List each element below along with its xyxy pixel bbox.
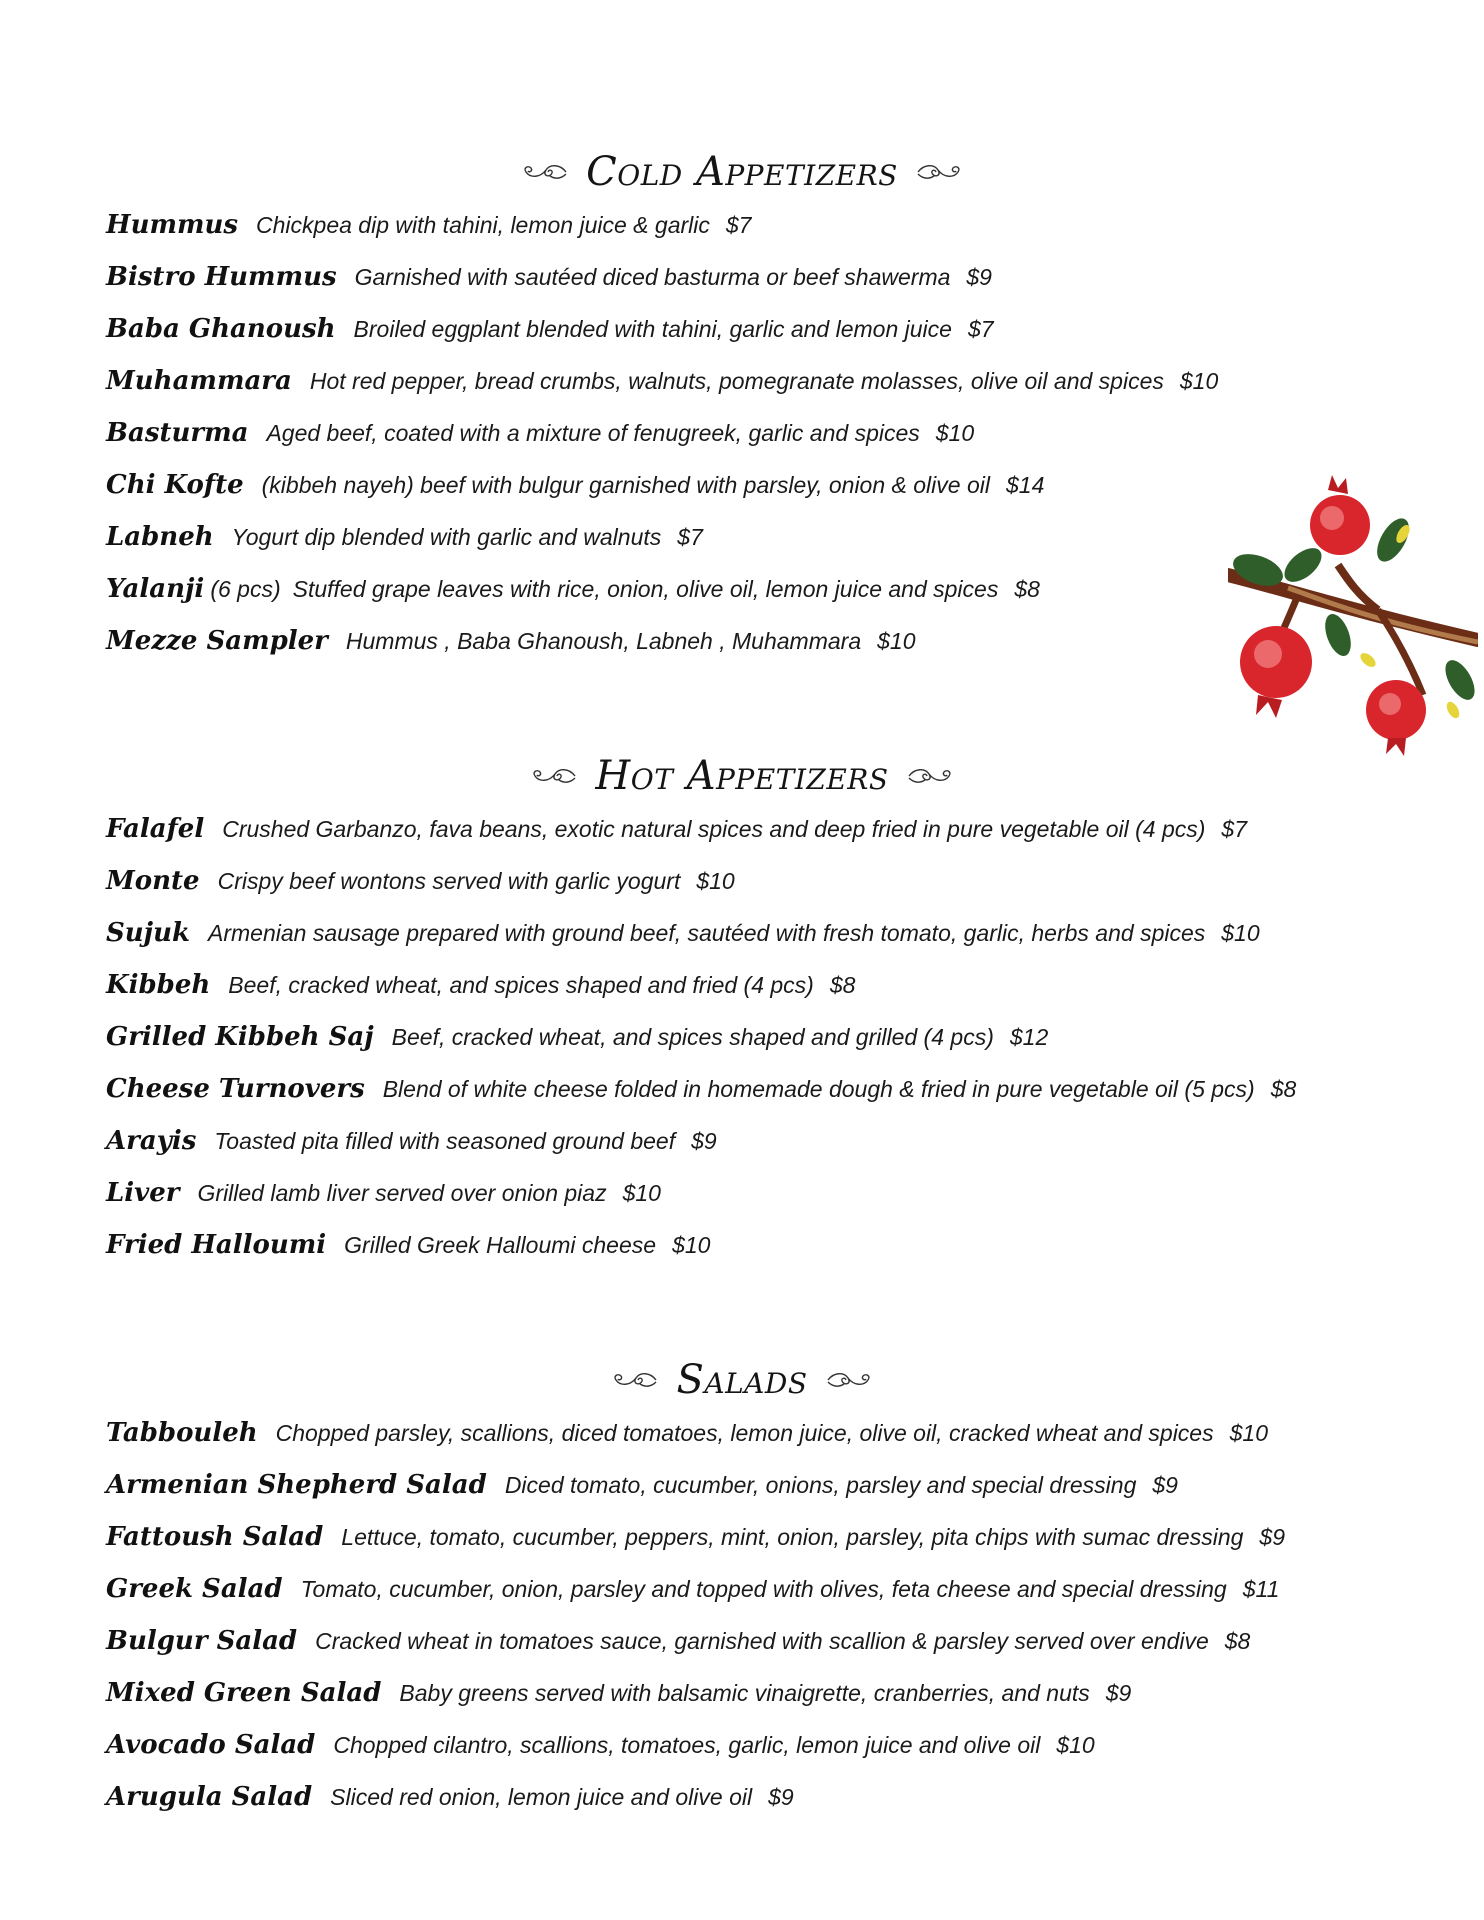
- menu-item: [106, 970, 1406, 1010]
- item-description: (kibbeh nayeh) beef with bulgur garnished with parsley, onion & olive oil: [261, 472, 990, 498]
- item-price: $10: [1221, 920, 1260, 946]
- menu-item: [106, 418, 1406, 458]
- section-header: [0, 1350, 1484, 1410]
- flourish-right-icon: [826, 1368, 874, 1392]
- item-description: Grilled Greek Halloumi cheese: [344, 1232, 657, 1258]
- item-name: Falafel: [106, 814, 205, 844]
- item-name: Liver: [106, 1178, 180, 1208]
- item-description: Diced tomato, cucumber, onions, parsley and special dressing: [504, 1472, 1137, 1498]
- menu-item: [106, 314, 1406, 354]
- item-name: Bistro Hummus: [106, 262, 337, 292]
- flourish-left-icon: [529, 764, 577, 788]
- flourish-right-icon: [916, 160, 964, 184]
- item-name: Armenian Shepherd Salad: [106, 1470, 487, 1500]
- item-price: $8: [1224, 1628, 1251, 1654]
- item-name: Yalanji: [106, 574, 205, 604]
- item-description: Yogurt dip blended with garlic and walnuts: [231, 524, 662, 550]
- item-name: Bulgur Salad: [106, 1626, 298, 1656]
- item-price: $10: [877, 628, 916, 654]
- item-price: $10: [622, 1180, 661, 1206]
- item-price: $7: [725, 212, 752, 238]
- item-price: $7: [967, 316, 994, 342]
- menu-item: [106, 1126, 1406, 1166]
- item-description: Blend of white cheese folded in homemade dough & fried in pure vegetable oil (5 pcs): [382, 1076, 1255, 1102]
- menu-item: [106, 1470, 1406, 1510]
- menu-item: [106, 574, 1406, 614]
- menu-item: [106, 1782, 1406, 1822]
- item-description: Grilled lamb liver served over onion piaz: [197, 1180, 607, 1206]
- menu-item: [106, 1574, 1406, 1614]
- section-header: [0, 142, 1484, 202]
- item-price: $10: [1179, 368, 1219, 394]
- menu-item: [106, 1418, 1406, 1458]
- item-description: Garnished with sautéed diced basturma or beef shawerma: [354, 264, 951, 290]
- menu-item: [106, 1230, 1406, 1270]
- menu-item: [106, 866, 1406, 906]
- item-name: Hummus: [106, 210, 239, 240]
- item-description: Crispy beef wontons served with garlic yogurt: [217, 868, 681, 894]
- menu-item: [106, 366, 1406, 406]
- section-header: [0, 746, 1484, 806]
- menu-item: [106, 814, 1406, 854]
- item-price: $9: [1152, 1472, 1178, 1498]
- item-name: Fattoush Salad: [106, 1522, 324, 1552]
- item-name: Grilled Kibbeh Saj: [106, 1022, 374, 1052]
- item-name: Chi Kofte: [106, 470, 244, 500]
- item-description: Baby greens served with balsamic vinaigrette, cranberries, and nuts: [399, 1680, 1090, 1706]
- item-name: Avocado Salad: [106, 1730, 316, 1760]
- item-price: $12: [1009, 1024, 1049, 1050]
- item-description: Sliced red onion, lemon juice and olive oil: [330, 1784, 753, 1810]
- pomegranate-branch-icon: [1228, 470, 1478, 760]
- item-name: Tabbouleh: [106, 1418, 258, 1448]
- item-description: Toasted pita filled with seasoned ground beef: [214, 1128, 676, 1154]
- item-price: $9: [1105, 1680, 1132, 1706]
- item-description: Cracked wheat in tomatoes sauce, garnished with scallion & parsley served over endive: [315, 1628, 1209, 1654]
- menu-item: [106, 1522, 1406, 1562]
- item-name: Labneh: [106, 522, 214, 552]
- item-name: Greek Salad: [106, 1574, 283, 1604]
- item-name: Mezze Sampler: [106, 626, 328, 656]
- item-name: Kibbeh: [106, 970, 211, 1000]
- item-name: Fried Halloumi: [106, 1230, 327, 1260]
- item-price: $10: [696, 868, 735, 894]
- item-price: $9: [768, 1784, 794, 1810]
- item-description: Chopped cilantro, scallions, tomatoes, garlic, lemon juice and olive oil: [333, 1732, 1041, 1758]
- flourish-right-icon: [907, 764, 955, 788]
- item-description: Broiled eggplant blended with tahini, garlic and lemon juice: [353, 316, 952, 342]
- menu-item: [106, 522, 1406, 562]
- menu-item: [106, 470, 1406, 510]
- menu-item: [106, 1626, 1406, 1666]
- item-price: $9: [1259, 1524, 1286, 1550]
- item-name: Arugula Salad: [106, 1782, 313, 1812]
- item-price: $8: [829, 972, 856, 998]
- item-description: Chickpea dip with tahini, lemon juice & garlic: [256, 212, 710, 238]
- item-description: Armenian sausage prepared with ground beef, sautéed with fresh tomato, garlic, herbs and spices: [208, 920, 1206, 946]
- item-name: Cheese Turnovers: [106, 1074, 365, 1104]
- menu-item: [106, 262, 1406, 302]
- item-price: $10: [672, 1232, 711, 1258]
- item-price: $8: [1270, 1076, 1297, 1102]
- item-price: $10: [1056, 1732, 1095, 1758]
- item-description: Beef, cracked wheat, and spices shaped and fried (4 pcs): [228, 972, 814, 998]
- menu-item: [106, 1178, 1406, 1218]
- menu-item: [106, 1678, 1406, 1718]
- item-description: Stuffed grape leaves with rice, onion, olive oil, lemon juice and spices: [292, 576, 999, 602]
- item-name: Baba Ghanoush: [106, 314, 336, 344]
- item-price: $10: [935, 420, 975, 446]
- section-title: Salads: [676, 1357, 808, 1403]
- item-description: Aged beef, coated with a mixture of fenugreek, garlic and spices: [266, 420, 920, 446]
- item-price: $9: [691, 1128, 717, 1154]
- menu-item: [106, 1730, 1406, 1770]
- item-price: $8: [1014, 576, 1040, 602]
- item-name: Monte: [106, 866, 200, 896]
- menu-item: [106, 626, 1406, 666]
- menu-item: [106, 1074, 1406, 1114]
- item-name: Sujuk: [106, 918, 191, 948]
- section-title: Cold Appetizers: [586, 149, 898, 195]
- item-name: Basturma: [106, 418, 249, 448]
- item-description: Tomato, cucumber, onion, parsley and topped with olives, feta cheese and special dressing: [300, 1576, 1227, 1602]
- item-name: Mixed Green Salad: [106, 1678, 382, 1708]
- item-description: Beef, cracked wheat, and spices shaped and grilled (4 pcs): [391, 1024, 994, 1050]
- item-price: $7: [1221, 816, 1248, 842]
- item-price: $11: [1242, 1576, 1280, 1602]
- item-price: $10: [1229, 1420, 1268, 1446]
- item-name: Arayis: [106, 1126, 197, 1156]
- menu-item: [106, 1022, 1406, 1062]
- flourish-left-icon: [520, 160, 568, 184]
- item-description: Hot red pepper, bread crumbs, walnuts, pomegranate molasses, olive oil and spices: [309, 368, 1164, 394]
- item-quantity: (6 pcs): [210, 576, 281, 602]
- item-description: Lettuce, tomato, cucumber, peppers, mint, onion, parsley, pita chips with sumac dressing: [341, 1524, 1244, 1550]
- item-name: Muhammara: [106, 366, 292, 396]
- item-description: Hummus , Baba Ghanoush, Labneh , Muhammara: [345, 628, 862, 654]
- item-price: $14: [1005, 472, 1045, 498]
- section-title: Hot Appetizers: [595, 753, 889, 799]
- item-description: Chopped parsley, scallions, diced tomatoes, lemon juice, olive oil, cracked wheat and spices: [275, 1420, 1214, 1446]
- item-price: $7: [677, 524, 703, 550]
- item-price: $9: [966, 264, 992, 290]
- menu-item: [106, 210, 1406, 250]
- menu-item: [106, 918, 1406, 958]
- item-description: Crushed Garbanzo, fava beans, exotic natural spices and deep fried in pure vegetable oil (4 pcs): [222, 816, 1206, 842]
- flourish-left-icon: [610, 1368, 658, 1392]
